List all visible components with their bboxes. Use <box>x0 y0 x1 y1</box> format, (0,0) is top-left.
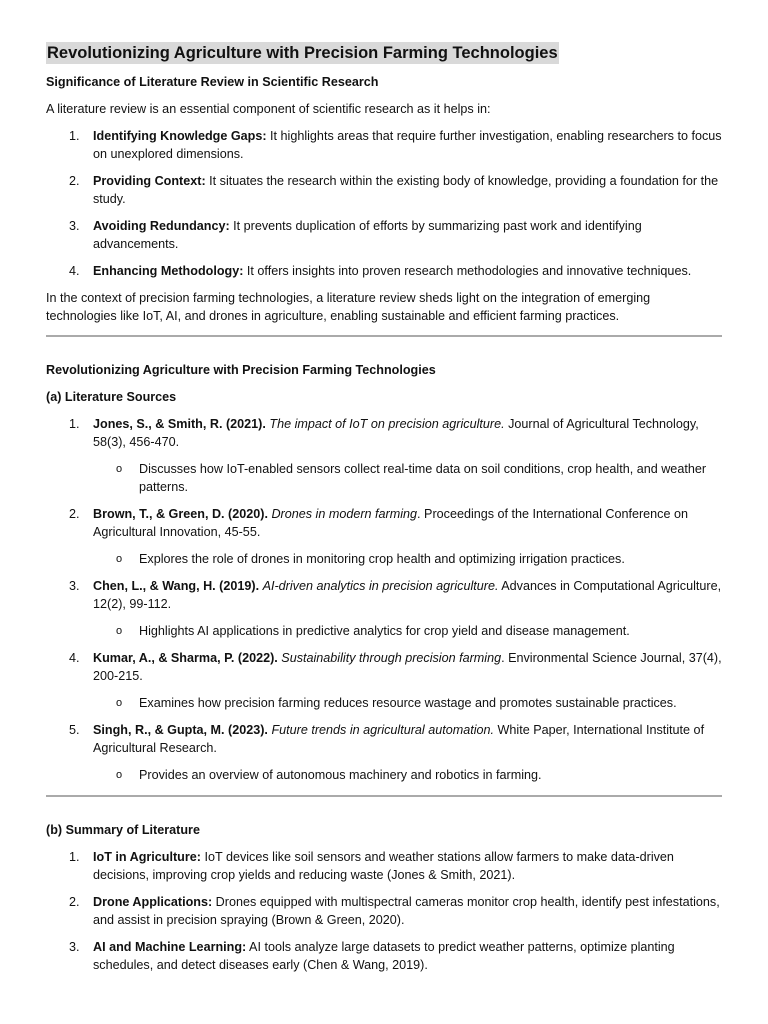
source-note <box>46 622 722 640</box>
list-number: 2. <box>69 507 80 521</box>
bullet-icon: o <box>116 553 123 565</box>
document-title: Revolutionizing Agriculture with Precision Farming Technologies <box>47 44 558 62</box>
list-item <box>46 938 722 974</box>
item-text: AI tools analyze large datasets to predict weather patterns, optimize planting schedules, and detect diseases early (Chen & Wang, 2019). <box>93 940 675 972</box>
item-text: It prevents duplication of efforts by summarizing past work and identifying advancements. <box>93 219 642 251</box>
source-venue: Journal of Agricultural Technology, 58(3), 456-470. <box>93 417 699 449</box>
list-item <box>46 262 722 280</box>
source-venue: . Environmental Science Journal, 37(4), 200-215. <box>93 651 722 683</box>
source-note <box>46 694 722 712</box>
source-item <box>46 721 722 757</box>
source-authors: Jones, S., & Smith, R. (2021). <box>93 417 266 431</box>
source-item <box>46 415 722 451</box>
source-authors: Kumar, A., & Sharma, P. (2022). <box>93 651 278 665</box>
list-item <box>46 127 722 163</box>
item-title: Avoiding Redundancy: <box>93 219 230 233</box>
sources-list <box>46 577 722 613</box>
list-number: 1. <box>69 850 80 864</box>
source-note <box>46 766 722 784</box>
list-number: 2. <box>69 174 80 188</box>
source-venue: White Paper, International Institute of Agricultural Research. <box>93 723 705 755</box>
subheading-literature-sources: (a) Literature Sources <box>46 390 177 404</box>
bullet-icon: o <box>116 697 123 709</box>
summary-list <box>46 848 722 974</box>
note-text: Discusses how IoT-enabled sensors collect real-time data on soil conditions, crop health, and weather patterns. <box>139 462 707 494</box>
source-venue: . Proceedings of the International Conference on Agricultural Innovation, 45-55. <box>93 507 688 539</box>
source-authors: Brown, T., & Green, D. (2020). <box>93 507 268 521</box>
source-title: Future trends in agricultural automation. <box>271 723 495 737</box>
source-item <box>46 577 722 613</box>
item-text: It highlights areas that require further investigation, enabling researchers to focus on unexplored dimensions. <box>93 129 722 161</box>
sources-list <box>46 721 722 757</box>
source-title: Drones in modern farming <box>271 507 418 521</box>
source-title: The impact of IoT on precision agriculture. <box>269 417 505 431</box>
note-text: Highlights AI applications in predictive analytics for crop yield and disease management. <box>139 624 630 638</box>
sources-list <box>46 505 722 541</box>
source-title: Sustainability through precision farming <box>281 651 502 665</box>
note-text: Provides an overview of autonomous machinery and robotics in farming. <box>139 768 542 782</box>
list-number: 3. <box>69 940 80 954</box>
note-text: Examines how precision farming reduces resource wastage and promotes sustainable practices. <box>139 696 677 710</box>
item-title: Drone Applications: <box>93 895 213 909</box>
source-note <box>46 550 722 568</box>
item-title: Identifying Knowledge Gaps: <box>93 129 267 143</box>
source-item <box>46 505 722 541</box>
item-title: Providing Context: <box>93 174 206 188</box>
sources-list <box>46 415 722 451</box>
bullet-icon: o <box>116 625 123 637</box>
list-number: 1. <box>69 417 80 431</box>
source-item <box>46 649 722 685</box>
source-authors: Chen, L., & Wang, H. (2019). <box>93 579 260 593</box>
source-authors: Singh, R., & Gupta, M. (2023). <box>93 723 268 737</box>
item-text: IoT devices like soil sensors and weather stations allow farmers to make data-driven decisions, improving crop yields and reducing waste (Jones & Smith, 2021). <box>93 850 674 882</box>
note-text: Explores the role of drones in monitoring crop health and optimizing irrigation practices. <box>139 552 625 566</box>
closing-paragraph: In the context of precision farming technologies, a literature review sheds light on the integration of emerging technologies like IoT, AI, and drones in agriculture, enabling sustainable and efficient farming practices. <box>46 291 651 323</box>
list-item <box>46 172 722 208</box>
section-heading-significance: Significance of Literature Review in Scientific Research <box>46 75 379 89</box>
list-number: 5. <box>69 723 80 737</box>
divider <box>46 795 722 797</box>
source-title: AI-driven analytics in precision agriculture. <box>262 579 499 593</box>
section-heading-revolutionizing: Revolutionizing Agriculture with Precision Farming Technologies <box>46 363 436 377</box>
list-number: 2. <box>69 895 80 909</box>
source-venue: Advances in Computational Agriculture, 12(2), 99-112. <box>93 579 722 611</box>
list-item <box>46 848 722 884</box>
source-note <box>46 460 722 496</box>
item-text: It offers insights into proven research methodologies and innovative techniques. <box>243 264 692 278</box>
item-text: Drones equipped with multispectral cameras monitor crop health, identify pest infestations, and assist in precision spraying (Brown & Green, 2020). <box>93 895 720 927</box>
list-number: 4. <box>69 651 80 665</box>
list-number: 3. <box>69 219 80 233</box>
item-title: Enhancing Methodology: <box>93 264 244 278</box>
list-number: 1. <box>69 129 80 143</box>
section-heading-summary: (b) Summary of Literature <box>46 823 200 837</box>
divider <box>46 335 722 337</box>
list-item <box>46 217 722 253</box>
intro-paragraph: A literature review is an essential component of scientific research as it helps in: <box>46 102 491 116</box>
significance-list <box>46 127 722 280</box>
list-number: 3. <box>69 579 80 593</box>
list-item <box>46 893 722 929</box>
bullet-icon: o <box>116 769 123 781</box>
list-number: 4. <box>69 264 80 278</box>
bullet-icon: o <box>116 463 123 475</box>
item-title: AI and Machine Learning: <box>93 940 247 954</box>
item-title: IoT in Agriculture: <box>93 850 201 864</box>
item-text: It situates the research within the existing body of knowledge, providing a foundation for the study. <box>93 174 719 206</box>
sources-list <box>46 649 722 685</box>
